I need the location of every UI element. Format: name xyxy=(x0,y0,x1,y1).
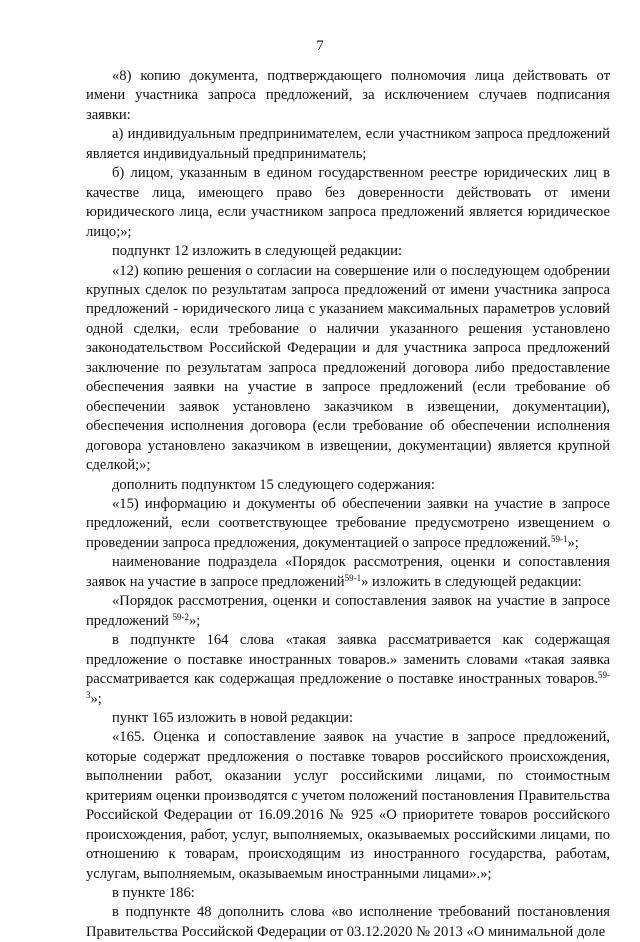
document-body xyxy=(86,67,610,942)
paragraph: пункт 165 изложить в новой редакции: xyxy=(112,709,353,726)
footnote-ref: 59-1 xyxy=(550,533,568,544)
paragraph xyxy=(86,592,610,631)
paragraph: подпункт 12 изложить в следующей редакции: xyxy=(112,243,403,260)
paragraph: «165. Оценка и сопоставление заявок на участие в запросе предложений, которые содержат предложения о поставке товаров российского происхождения, выполнении работ, оказании услуг российскими лицами, по стоимостным критериям оценки производятся с учетом положений постановления Правительства Российской Федерации от 16.09.2016 № 925 «О приоритете товаров российского происхождения, работ, услуг, выполняемых, оказываемых российскими лицами, по отношению к товарам, происходящим из иностранного государства, работам, услугам, выполняемым, оказываемым иностранными лицами».»; xyxy=(86,729,610,882)
footnote-ref: 59-2 xyxy=(172,611,189,622)
paragraph: б) лицом, указанным в едином государственном реестре юридических лиц в качестве лица, имеющего право без доверенности действовать от имени юридического лица, если участником запроса предложений является юридическое лицо;»; xyxy=(86,165,610,240)
paragraph-tail: »; xyxy=(90,690,102,707)
paragraph xyxy=(86,553,610,592)
paragraph: «12) копию решения о согласии на совершение или о последующем одобрении крупных сделок по результатам запроса предложений от имени участника запроса предложений - юридического лица с указанием максимальных параметров условий одной сделки, если требование о наличии указанного решения установлено законодательством Российской Федерации и для участника запроса предложений заключение по результатам запроса предложений договора либо предоставление обеспечения заявки на участие в запросе предложений (если требование об обеспечении заявок установлено заказчиком в извещении, документации), обеспечения исполнения договора (если требование об обеспечении исполнения договора установлено заказчиком в извещении, документации) является крупной сделкой;»; xyxy=(86,262,610,474)
paragraph-text: «15) информацию и документы об обеспечении заявки на участие в запросе предложений, если соответствующее требование предусмотрено извещением о проведении запроса предложения, документацией о запросе предложений. xyxy=(86,495,610,551)
paragraph-tail: » изложить в следующей редакции: xyxy=(361,573,582,590)
paragraph: а) индивидуальным предпринимателем, если участником запроса предложений является индивидуальный предприниматель; xyxy=(86,126,610,162)
paragraph xyxy=(86,631,610,709)
paragraph xyxy=(86,495,610,553)
paragraph: в пункте 186: xyxy=(112,885,195,902)
paragraph: дополнить подпунктом 15 следующего содержания: xyxy=(112,476,435,493)
page-number: 7 xyxy=(316,38,324,54)
paragraph-text: «Порядок рассмотрения, оценки и сопоставления заявок на участие в запросе предложений xyxy=(86,593,610,629)
paragraph: в подпункте 48 дополнить слова «во исполнение требований постановления Правительства Российской Федерации от 03.12.2020 № 2013 «О минимальной доле xyxy=(86,904,610,940)
paragraph: «8) копию документа, подтверждающего полномочия лица действовать от имени участника запроса предложений, за исключением случаев подписания заявки: xyxy=(86,68,610,123)
footnote-ref: 59-3 xyxy=(86,670,610,700)
paragraph-text: наименование подраздела «Порядок рассмотрения, оценки и сопоставления заявок на участие в запросе предложений xyxy=(86,554,610,590)
paragraph-text: в подпункте 164 слова «такая заявка рассматривается как содержащая предложение о поставке иностранных товаров.» заменить словами «такая заявка рассматривается как содержащая предложение о поставке иностранных товаров. xyxy=(86,632,610,688)
paragraph-tail: »; xyxy=(567,534,579,551)
paragraph-tail: »; xyxy=(189,612,201,629)
footnote-ref: 59-1 xyxy=(344,572,362,583)
